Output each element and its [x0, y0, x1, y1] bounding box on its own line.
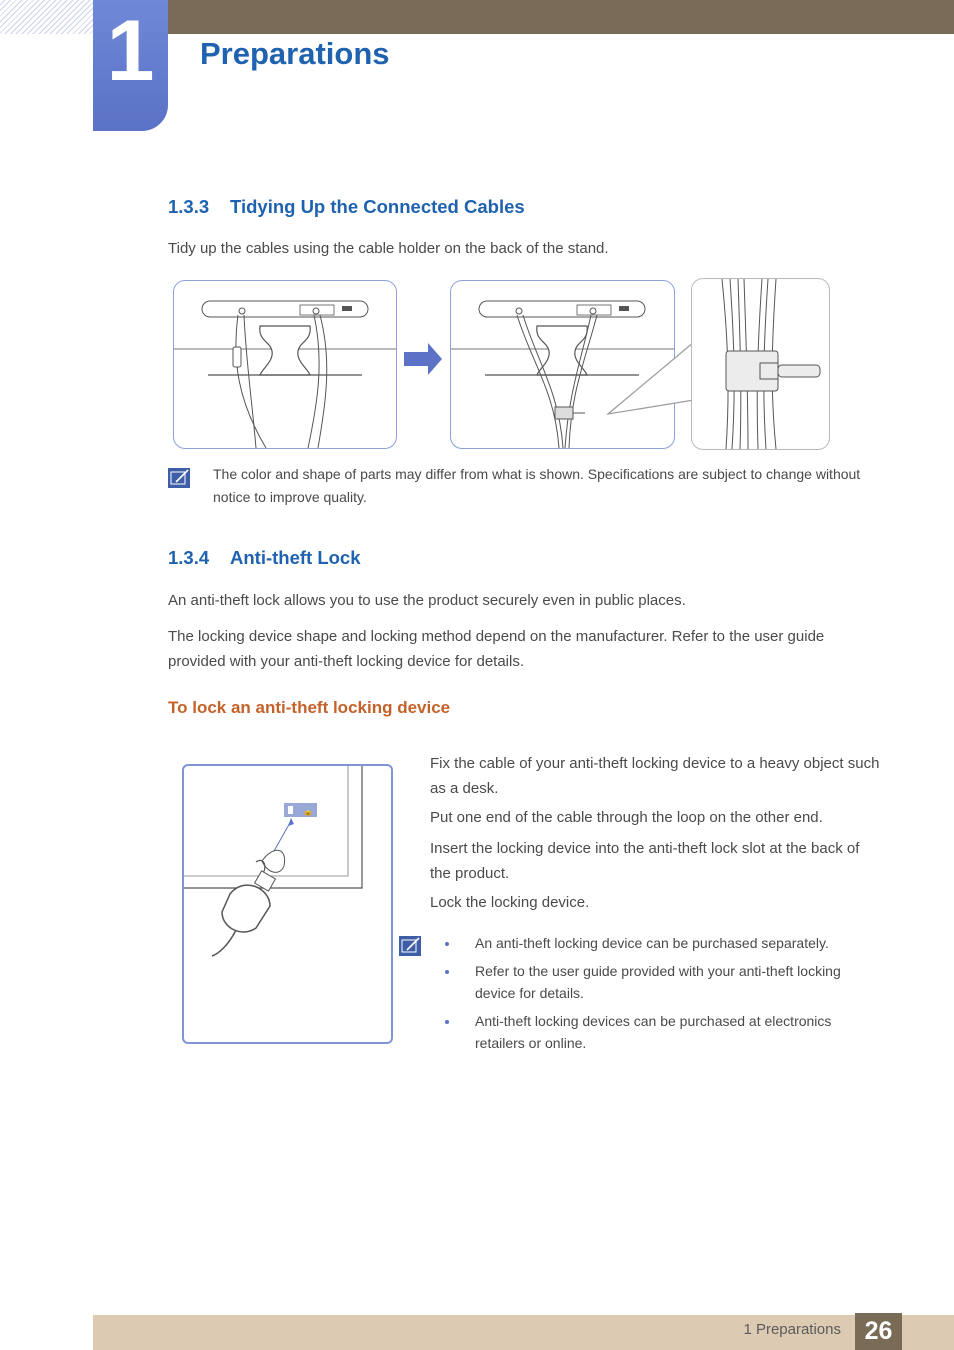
- bullet-icon: [445, 970, 449, 974]
- bullet-icon: [445, 942, 449, 946]
- callout-pointer: [606, 340, 696, 420]
- anti-theft-lock-illustration: [182, 764, 393, 1044]
- header-hatch-decoration: [0, 0, 93, 34]
- bullet-icon: [445, 1020, 449, 1024]
- footer-chapter-label: 1 Preparations: [743, 1321, 841, 1338]
- note-pencil-icon: [168, 468, 190, 488]
- header-bar: [168, 0, 954, 34]
- list-item: [442, 932, 882, 954]
- section-heading-cables: [168, 196, 525, 218]
- svg-text:🔒: 🔒: [303, 807, 313, 816]
- section-number: 1.3.3: [168, 196, 210, 217]
- lock-notes-list: [442, 932, 882, 1060]
- list-item-text: Anti-theft locking devices can be purchased at electronics retailers or online.: [475, 1013, 832, 1051]
- section-title: Anti-theft Lock: [230, 547, 361, 568]
- chapter-title: Preparations: [200, 36, 390, 71]
- lock-subheading: To lock an anti-theft locking device: [168, 698, 451, 717]
- section-heading-lock: [168, 547, 361, 569]
- arrow-right-icon: [404, 343, 444, 375]
- note-pencil-icon: [399, 936, 421, 956]
- list-item-text: An anti-theft locking device can be purchased separately.: [475, 935, 829, 951]
- list-item-text: Refer to the user guide provided with your anti-theft locking device for details.: [475, 963, 841, 1001]
- section-number: 1.3.4: [168, 547, 210, 568]
- lock-step-2: Put one end of the cable through the loop on the other end.: [430, 809, 823, 826]
- page-number: 26: [855, 1313, 902, 1350]
- cables-body-text: Tidy up the cables using the cable holder on the back of the stand.: [168, 240, 609, 257]
- lock-paragraph-1: An anti-theft lock allows you to use the product securely even in public places.: [168, 592, 686, 609]
- note-text: The color and shape of parts may differ from what is shown. Specifications are subject to change without notice to improve quality.: [213, 466, 861, 505]
- list-item: [442, 960, 882, 1004]
- chapter-number: 1: [106, 3, 155, 99]
- list-item: [442, 1010, 882, 1054]
- lock-step-1: Fix the cable of your anti-theft locking device to a heavy object such as a desk.: [430, 755, 880, 797]
- lock-step-3: Insert the locking device into the anti-theft lock slot at the back of the product.: [430, 840, 860, 882]
- cable-holder-zoom-illustration: [691, 278, 830, 450]
- section-title: Tidying Up the Connected Cables: [230, 196, 525, 217]
- lock-paragraph-2: The locking device shape and locking method depend on the manufacturer. Refer to the user guide provided with your anti-theft locking device for details.: [168, 628, 825, 670]
- lock-step-4: Lock the locking device.: [430, 894, 590, 911]
- cables-before-illustration: [173, 280, 397, 449]
